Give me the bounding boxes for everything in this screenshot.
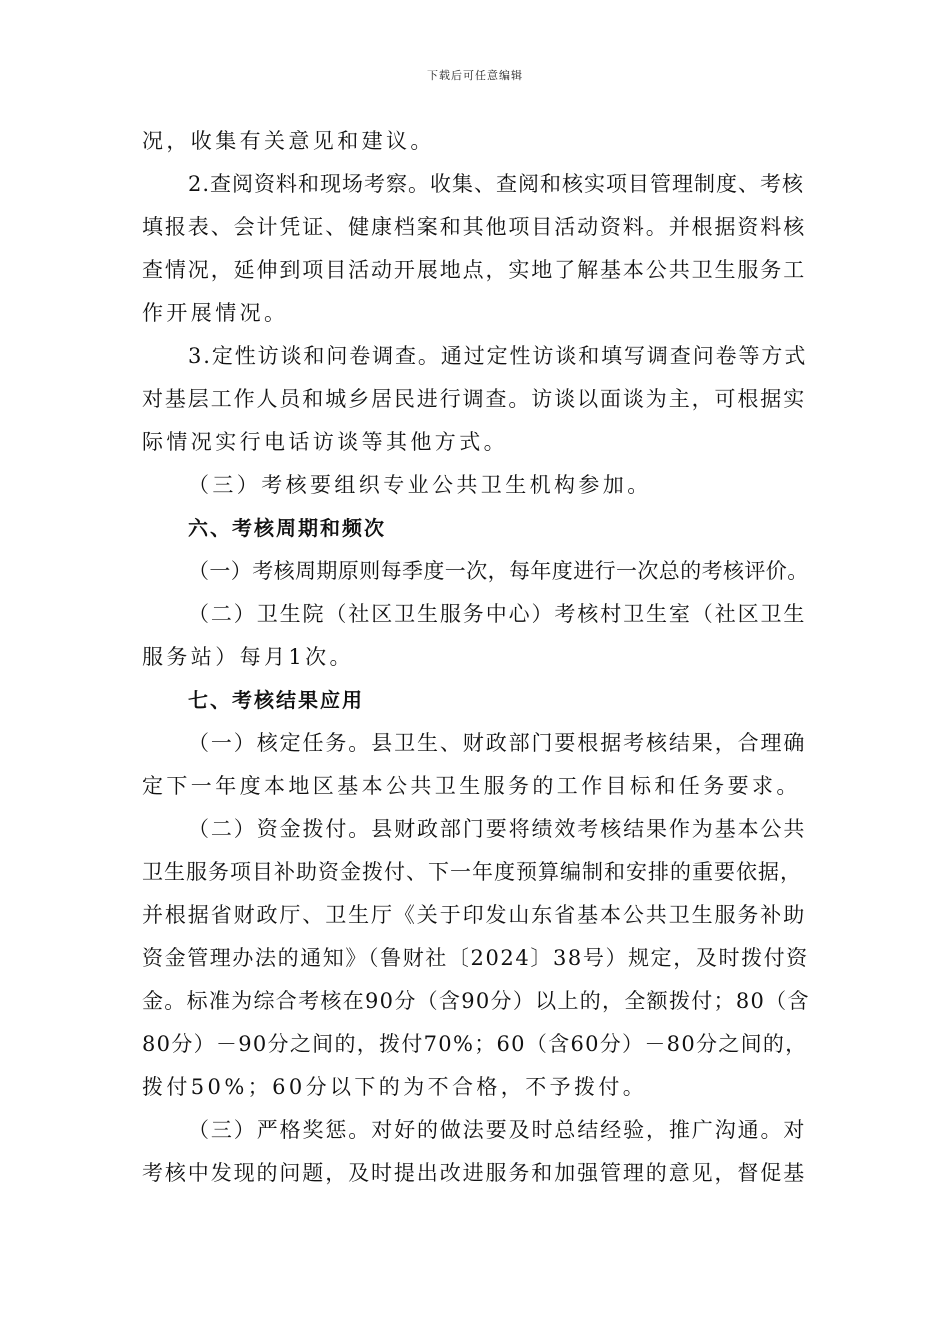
page-header: 下载后可任意编辑 [427, 69, 523, 82]
section-heading: 六、考核周期和频次 [188, 516, 386, 540]
text-line: （一）考核周期原则每季度一次，每年度进行一次总的考核评价。 [188, 559, 809, 583]
section-heading: 七、考核结果应用 [188, 688, 364, 712]
text-line: 填报表、会计凭证、健康档案和其他项目活动资料。并根据资料核 [142, 215, 807, 239]
text-line: 况，收集有关意见和建议。 [142, 129, 435, 153]
text-line: （二）卫生院（社区卫生服务中心）考核村卫生室（社区卫生 [188, 602, 807, 626]
text-line: 并根据省财政厅、卫生厅《关于印发山东省基本公共卫生服务补助 [142, 903, 807, 927]
document-body [142, 120, 810, 1195]
text-line: 3.定性访谈和问卷调查。通过定性访谈和填写调查问卷等方式 [188, 344, 808, 368]
text-line: 80分）－90分之间的，拨付70%；60（含60分）－80分之间的， [142, 1032, 808, 1056]
text-line: 际情况实行电话访谈等其他方式。 [142, 430, 508, 454]
text-line: 卫生服务项目补助资金拨付、下一年度预算编制和安排的重要依据， [142, 860, 802, 884]
text-line: 考核中发现的问题，及时提出改进服务和加强管理的意见，督促基 [142, 1161, 807, 1185]
text-line: （一）核定任务。县卫生、财政部门要根据考核结果，合理确 [188, 731, 807, 755]
text-line: 服务站）每月1次。 [142, 645, 354, 669]
text-line: （二）资金拨付。县财政部门要将绩效考核结果作为基本公共 [188, 817, 807, 841]
text-line: 查情况，延伸到项目活动开展地点，实地了解基本公共卫生服务工 [142, 258, 807, 282]
text-line: （三）严格奖惩。对好的做法要及时总结经验，推广沟通。对 [188, 1118, 807, 1142]
text-line: 金。标准为综合考核在90分（含90分）以上的，全额拨付；80（含 [142, 989, 810, 1013]
text-line: 对基层工作人员和城乡居民进行调查。访谈以面谈为主，可根据实 [142, 387, 807, 411]
text-line: 拨付50%；60分以下的为不合格，不予拨付。 [142, 1075, 648, 1099]
text-line: 2.查阅资料和现场考察。收集、查阅和核实项目管理制度、考核 [188, 172, 805, 196]
text-line: 资金管理办法的通知》（鲁财社〔2024〕38号）规定，及时拨付资 [142, 946, 809, 970]
text-line: 作开展情况。 [142, 301, 289, 325]
text-line: 定下一年度本地区基本公共卫生服务的工作目标和任务要求。 [142, 774, 801, 798]
text-line: （三）考核要组织专业公共卫生机构参加。 [188, 473, 652, 497]
